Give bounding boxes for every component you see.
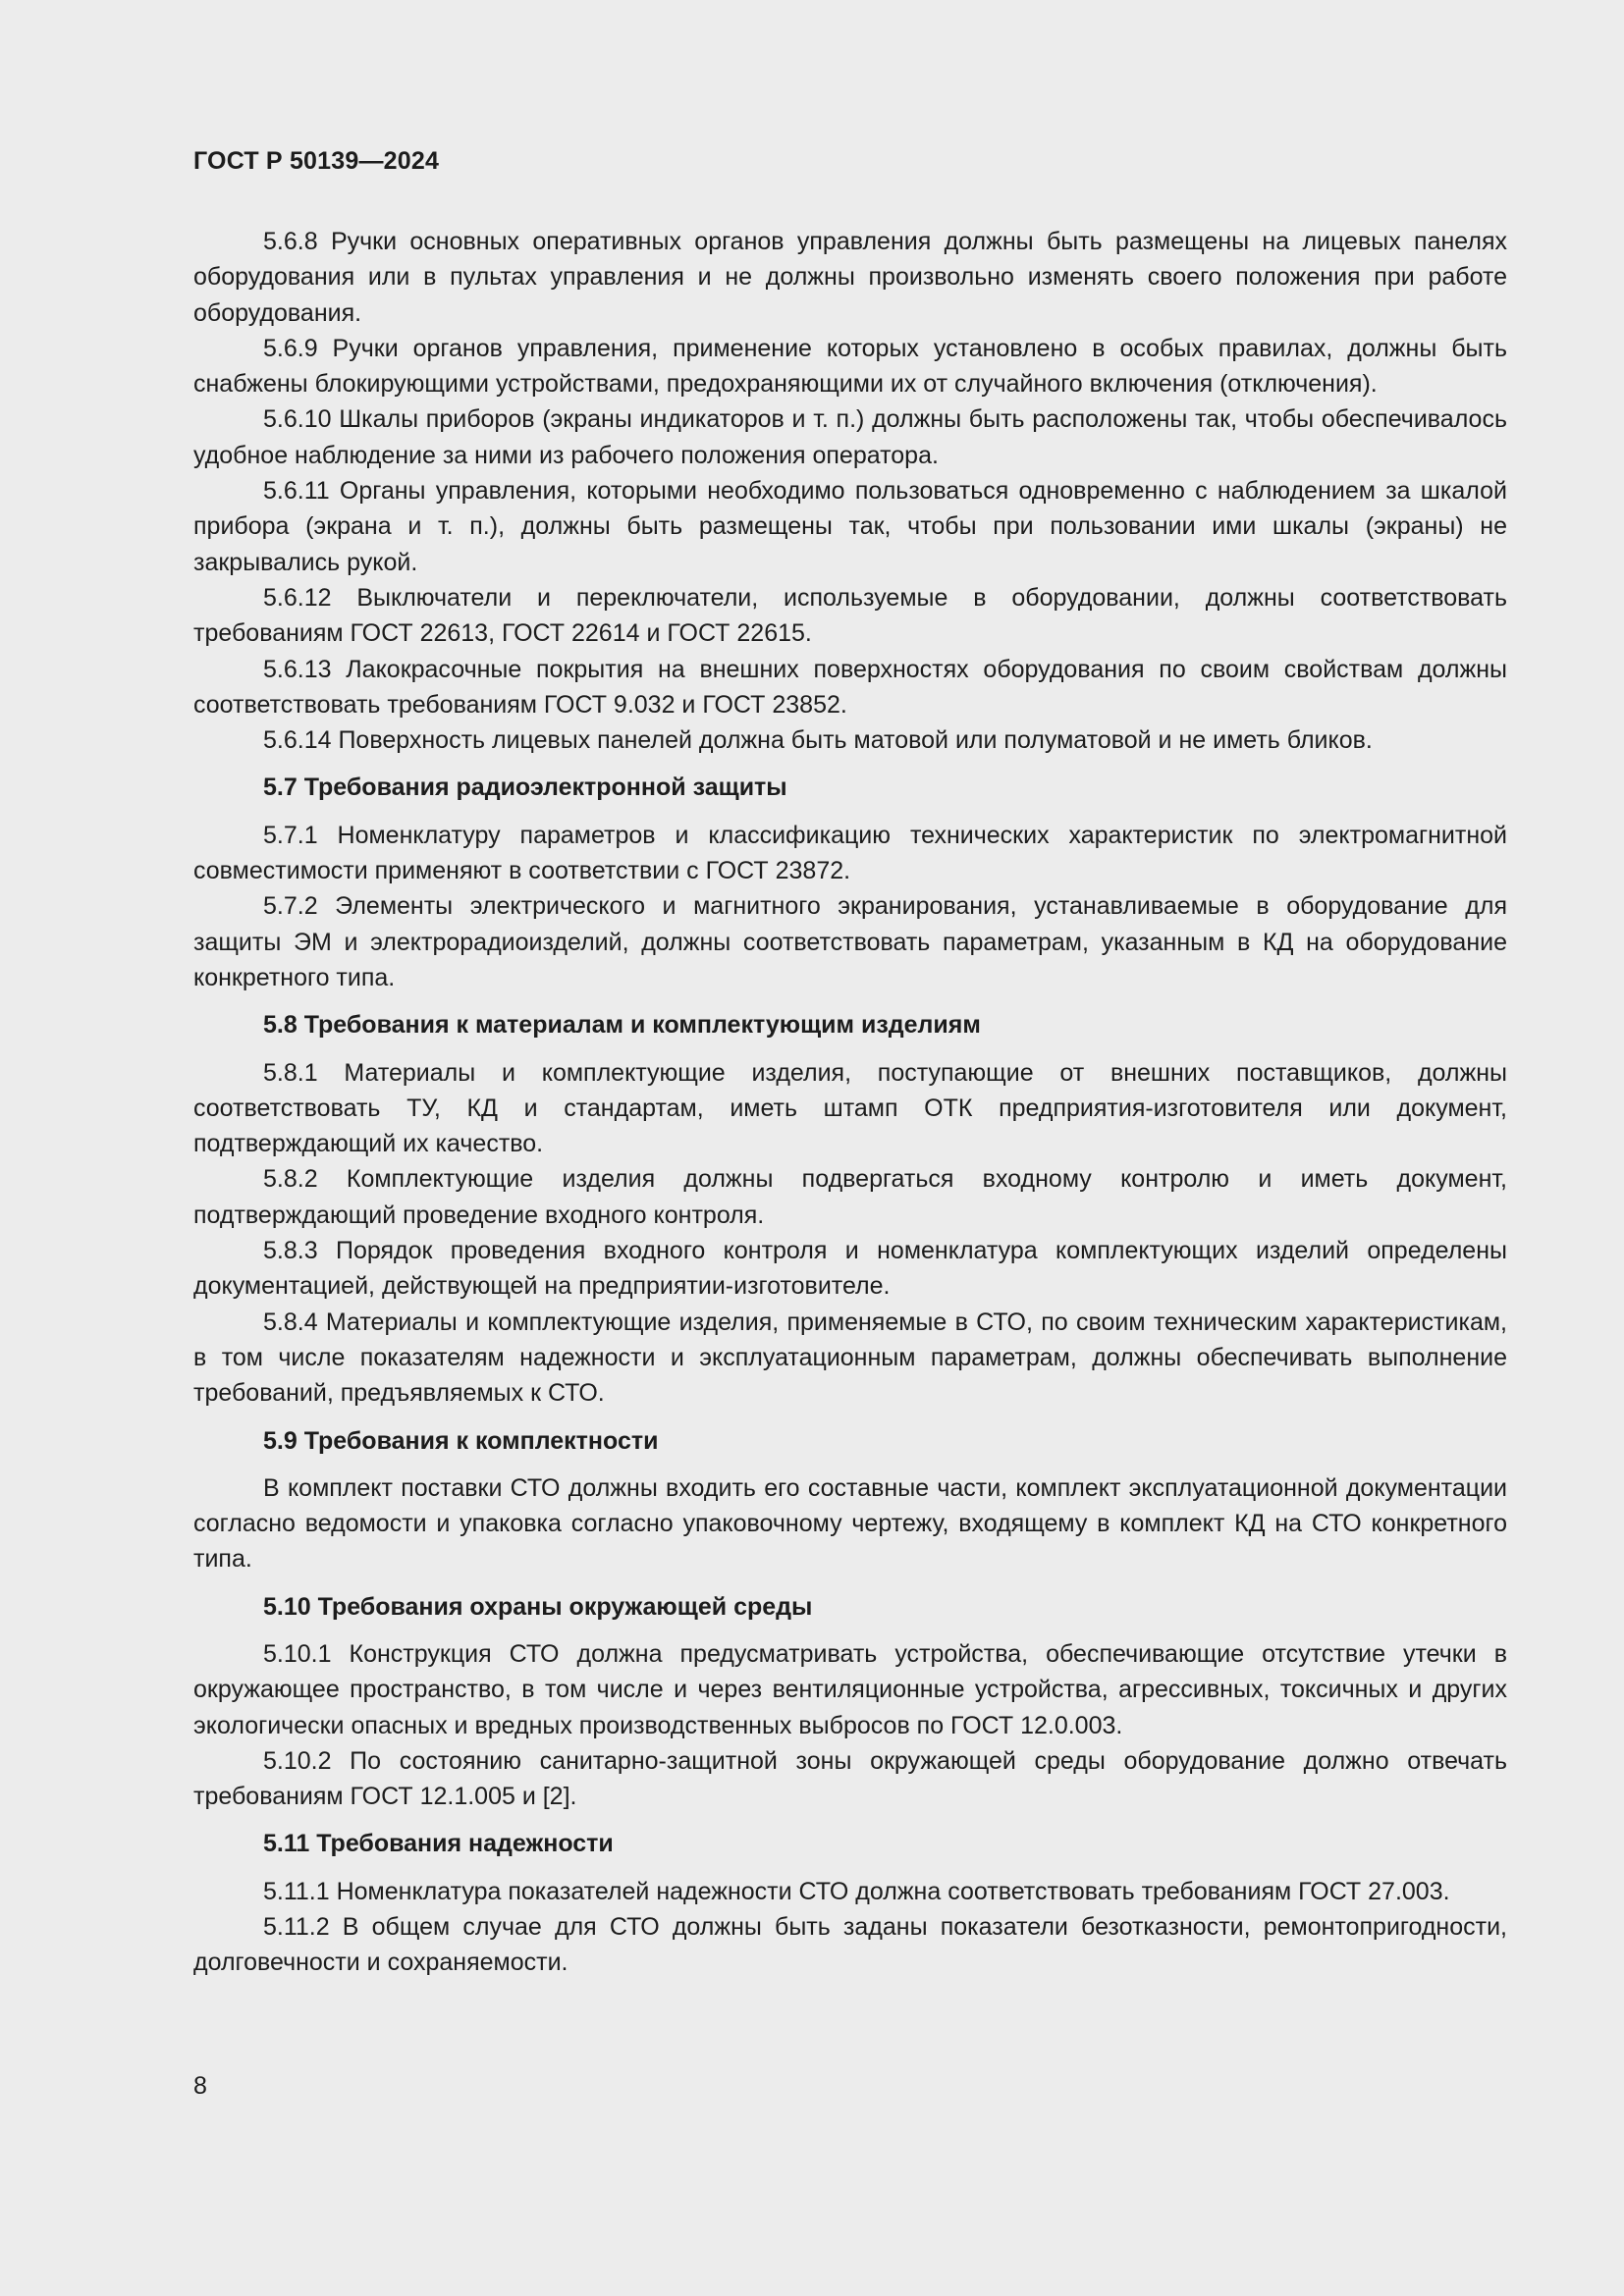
paragraph-5-7-2: 5.7.2 Элементы электрического и магнитного экранирования, устанавливаемые в оборудование для защиты ЭМ и электрорадиоизделий, должны соответствовать параметрам, указанным в КД на оборудование конкретного типа. bbox=[193, 892, 1507, 991]
section-heading-5-8: 5.8 Требования к материалам и комплектующим изделиям bbox=[263, 1011, 981, 1040]
paragraph-5-6-13: 5.6.13 Лакокрасочные покрытия на внешних поверхностях оборудования по своим свойствам должны соответствовать требованиям ГОСТ 9.032 и ГОСТ 23852. bbox=[193, 655, 1507, 719]
page-number: 8 bbox=[193, 2072, 207, 2100]
paragraph-5-11-1: 5.11.1 Номенклатура показателей надежности СТО должна соответствовать требованиям ГОСТ 27.003. bbox=[263, 1877, 1450, 1905]
paragraph-5-6-8: 5.6.8 Ручки основных оперативных органов управления должны быть размещены на лицевых панелях оборудования или в пультах управления и не должны произвольно изменять своего положения при работе оборудования. bbox=[193, 228, 1507, 327]
paragraph-5-10-2: 5.10.2 По состоянию санитарно-защитной зоны окружающей среды оборудование должно отвечать требованиям ГОСТ 12.1.005 и [2]. bbox=[193, 1746, 1507, 1811]
paragraph-5-8-4: 5.8.4 Материалы и комплектующие изделия, применяемые в СТО, по своим техническим характеристикам, в том числе показателям надежности и эксплуатационным параметрам, должны обеспечивать выполнение требований, предъявляемых к СТО. bbox=[193, 1308, 1507, 1408]
paragraph-5-8-3: 5.8.3 Порядок проведения входного контроля и номенклатура комплектующих изделий определены документацией, действующей на предприятии-изготовителе. bbox=[193, 1237, 1507, 1301]
paragraph-5-6-11: 5.6.11 Органы управления, которыми необходимо пользоваться одновременно с наблюдением за шкалой прибора (экрана и т. п.), должны быть размещены так, чтобы при пользовании ими шкалы (экраны) не закрывались рукой. bbox=[193, 477, 1507, 576]
paragraph-5-7-1: 5.7.1 Номенклатуру параметров и классификацию технических характеристик по электромагнитной совместимости применяют в соответствии с ГОСТ 23872. bbox=[193, 821, 1507, 885]
document-code-header: ГОСТ Р 50139—2024 bbox=[193, 147, 440, 175]
paragraph-5-10-1: 5.10.1 Конструкция СТО должна предусматривать устройства, обеспечивающие отсутствие утечки в окружающее пространство, в том числе и через вентиляционные устройства, агрессивных, токсичных и других экологически опасных и вредных производственных выбросов по ГОСТ 12.0.003. bbox=[193, 1639, 1507, 1739]
section-heading-5-11: 5.11 Требования надежности bbox=[263, 1830, 614, 1858]
document-body bbox=[193, 224, 1507, 1981]
paragraph-5-11-2: 5.11.2 В общем случае для СТО должны быть заданы показатели безотказности, ремонтопригодности, долговечности и сохраняемости. bbox=[193, 1913, 1507, 1977]
paragraph-5-6-10: 5.6.10 Шкалы приборов (экраны индикаторов и т. п.) должны быть расположены так, чтобы обеспечивалось удобное наблюдение за ними из рабочего положения оператора. bbox=[193, 405, 1507, 469]
section-heading-5-10: 5.10 Требования охраны окружающей среды bbox=[263, 1592, 813, 1621]
paragraph-5-9: В комплект поставки СТО должны входить его составные части, комплект эксплуатационной документации согласно ведомости и упаковка согласно упаковочному чертежу, входящему в комплект КД на СТО конкретного типа. bbox=[193, 1473, 1507, 1574]
paragraph-5-8-2: 5.8.2 Комплектующие изделия должны подвергаться входному контролю и иметь документ, подтверждающий проведение входного контроля. bbox=[193, 1165, 1507, 1229]
paragraph-5-6-14: 5.6.14 Поверхность лицевых панелей должна быть матовой или полуматовой и не иметь бликов. bbox=[263, 726, 1373, 755]
paragraph-5-8-1: 5.8.1 Материалы и комплектующие изделия, поступающие от внешних поставщиков, должны соответствовать ТУ, КД и стандартам, иметь штамп ОТК предприятия-изготовителя или документ, подтверждающий их качество. bbox=[193, 1058, 1507, 1158]
section-heading-5-7: 5.7 Требования радиоэлектронной защиты bbox=[263, 774, 787, 802]
paragraph-5-6-12: 5.6.12 Выключатели и переключатели, используемые в оборудовании, должны соответствовать требованиям ГОСТ 22613, ГОСТ 22614 и ГОСТ 22615. bbox=[193, 583, 1507, 648]
section-heading-5-9: 5.9 Требования к комплектности bbox=[263, 1426, 659, 1455]
paragraph-5-6-9: 5.6.9 Ручки органов управления, применение которых установлено в особых правилах, должны быть снабжены блокирующими устройствами, предохраняющими их от случайного включения (отключения). bbox=[193, 334, 1507, 399]
